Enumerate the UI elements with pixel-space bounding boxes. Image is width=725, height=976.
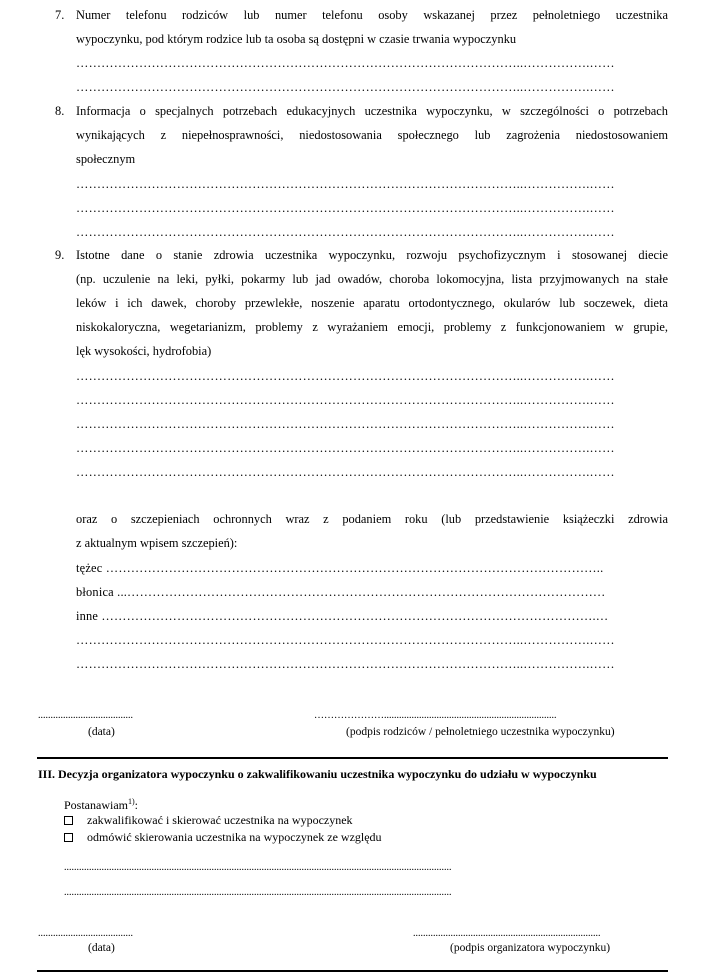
footnote-marker: 1) — [128, 797, 135, 806]
other-vaccinations-field[interactable]: inne ……………………………………………………………………………………………………….… — [76, 609, 609, 623]
refusal-reason-blank-1[interactable]: ........................................................................................................................................................... — [64, 862, 452, 873]
item-7-blank-1[interactable]: ……………………………………………………………………………………………..…………….…… — [76, 56, 615, 70]
item-9-number: 9. — [55, 248, 65, 262]
vaccination-text-line2: z aktualnym wpisem szczepień): — [76, 536, 238, 550]
signature-label-organizer: (podpis organizatora wypoczynku) — [450, 942, 611, 954]
item-7-number: 7. — [55, 8, 65, 22]
vaccination-blank-2[interactable]: ……………………………………………………………………………………………..…………….…… — [76, 657, 615, 671]
item-9-blank-4[interactable]: ……………………………………………………………………………………………..…………….…… — [76, 441, 615, 455]
refuse-checkbox[interactable] — [64, 833, 73, 842]
item-8-number: 8. — [55, 104, 65, 118]
item-9-text-line3: leków i ich dawek, choroby przewlekłe, noszenie aparatu ortodontycznego, okularów lub soczewek, dieta — [76, 296, 668, 310]
item-9-blank-5[interactable]: ……………………………………………………………………………………………..…………….…… — [76, 465, 615, 479]
item-8-blank-2[interactable]: ……………………………………………………………………………………………..…………….…… — [76, 201, 615, 215]
refusal-reason-blank-2[interactable]: ........................................................................................................................................................... — [64, 887, 452, 898]
date-label-parent: (data) — [88, 726, 115, 738]
date-label-organizer: (data) — [88, 942, 115, 954]
item-7-text-line1: Numer telefonu rodziców lub numer telefonu osoby wskazanej przez pełnoletniego uczestnika — [76, 8, 668, 22]
section-divider-top — [37, 757, 668, 759]
tetanus-field[interactable]: tężec ……………………………………………………………………………………………………….. — [76, 561, 604, 575]
item-9-text-line2: (np. uczulenie na leki, pyłki, pokarmy lub jad owadów, choroba lokomocyjna, lista przyjmowanych na stałe — [76, 272, 668, 286]
signature-field-parent[interactable]: …………………..................................................................... — [314, 710, 557, 721]
item-9-text-line1: Istotne dane o stanie zdrowia uczestnika wypoczynku, rozwoju psychofizycznym i stosowanej diecie — [76, 248, 668, 262]
diphtheria-field[interactable]: błonica ...…………………………………………………………………………………………………… — [76, 585, 606, 599]
section-divider-bottom — [37, 970, 668, 972]
signature-label-parent: (podpis rodziców / pełnoletniego uczestnika wypoczynku) — [346, 726, 615, 738]
date-field-parent[interactable]: ...................................... — [38, 710, 133, 721]
item-8-text-line2: wynikających z niepełnosprawności, niedostosowania społecznego lub zagrożenia niedostosowaniem — [76, 128, 668, 142]
item-8-blank-3[interactable]: ……………………………………………………………………………………………..…………….…… — [76, 225, 615, 239]
item-9-text-line5: lęk wysokości, hydrofobia) — [76, 344, 212, 358]
vaccination-blank-1[interactable]: ……………………………………………………………………………………………..…………….…… — [76, 633, 615, 647]
refuse-option-label: odmówić skierowania uczestnika na wypoczynek ze względu — [87, 830, 382, 844]
item-9-blank-2[interactable]: ……………………………………………………………………………………………..…………….…… — [76, 393, 615, 407]
item-9-text-line4: niskokaloryczna, wegetarianizm, problemy z wyrażaniem emocji, problemy z funkcjonowaniem w grupie, — [76, 320, 668, 334]
item-9-blank-3[interactable]: ……………………………………………………………………………………………..…………….…… — [76, 417, 615, 431]
section-3-title: III. Decyzja organizatora wypoczynku o zakwalifikowaniu uczestnika wypoczynku do udziału w wypoczynku — [38, 767, 597, 781]
item-8-blank-1[interactable]: ……………………………………………………………………………………………..…………….…… — [76, 177, 615, 191]
item-9-blank-1[interactable]: ……………………………………………………………………………………………..…………….…… — [76, 369, 615, 383]
item-7-blank-2[interactable]: ……………………………………………………………………………………………..…………….…… — [76, 80, 615, 94]
item-7-text-line2: wypoczynku, pod którym rodzice lub ta osoba są dostępni w czasie trwania wypoczynku — [76, 32, 517, 46]
item-8-text-line1: Informacja o specjalnych potrzebach edukacyjnych uczestnika wypoczynku, w szczególności o potrzebach — [76, 104, 668, 118]
qualify-option-label: zakwalifikować i skierować uczestnika na wypoczynek — [87, 813, 353, 827]
date-field-organizer[interactable]: ...................................... — [38, 928, 133, 939]
decision-label: Postanawiam$^{1)}$: — [64, 797, 139, 812]
qualify-checkbox[interactable] — [64, 816, 73, 825]
vaccination-text-line1: oraz o szczepieniach ochronnych wraz z podaniem roku (lub przedstawienie książeczki zdrowia — [76, 512, 668, 526]
item-8-text-line3: społecznym — [76, 152, 136, 166]
signature-field-organizer[interactable]: ........................................................................... — [413, 928, 601, 939]
